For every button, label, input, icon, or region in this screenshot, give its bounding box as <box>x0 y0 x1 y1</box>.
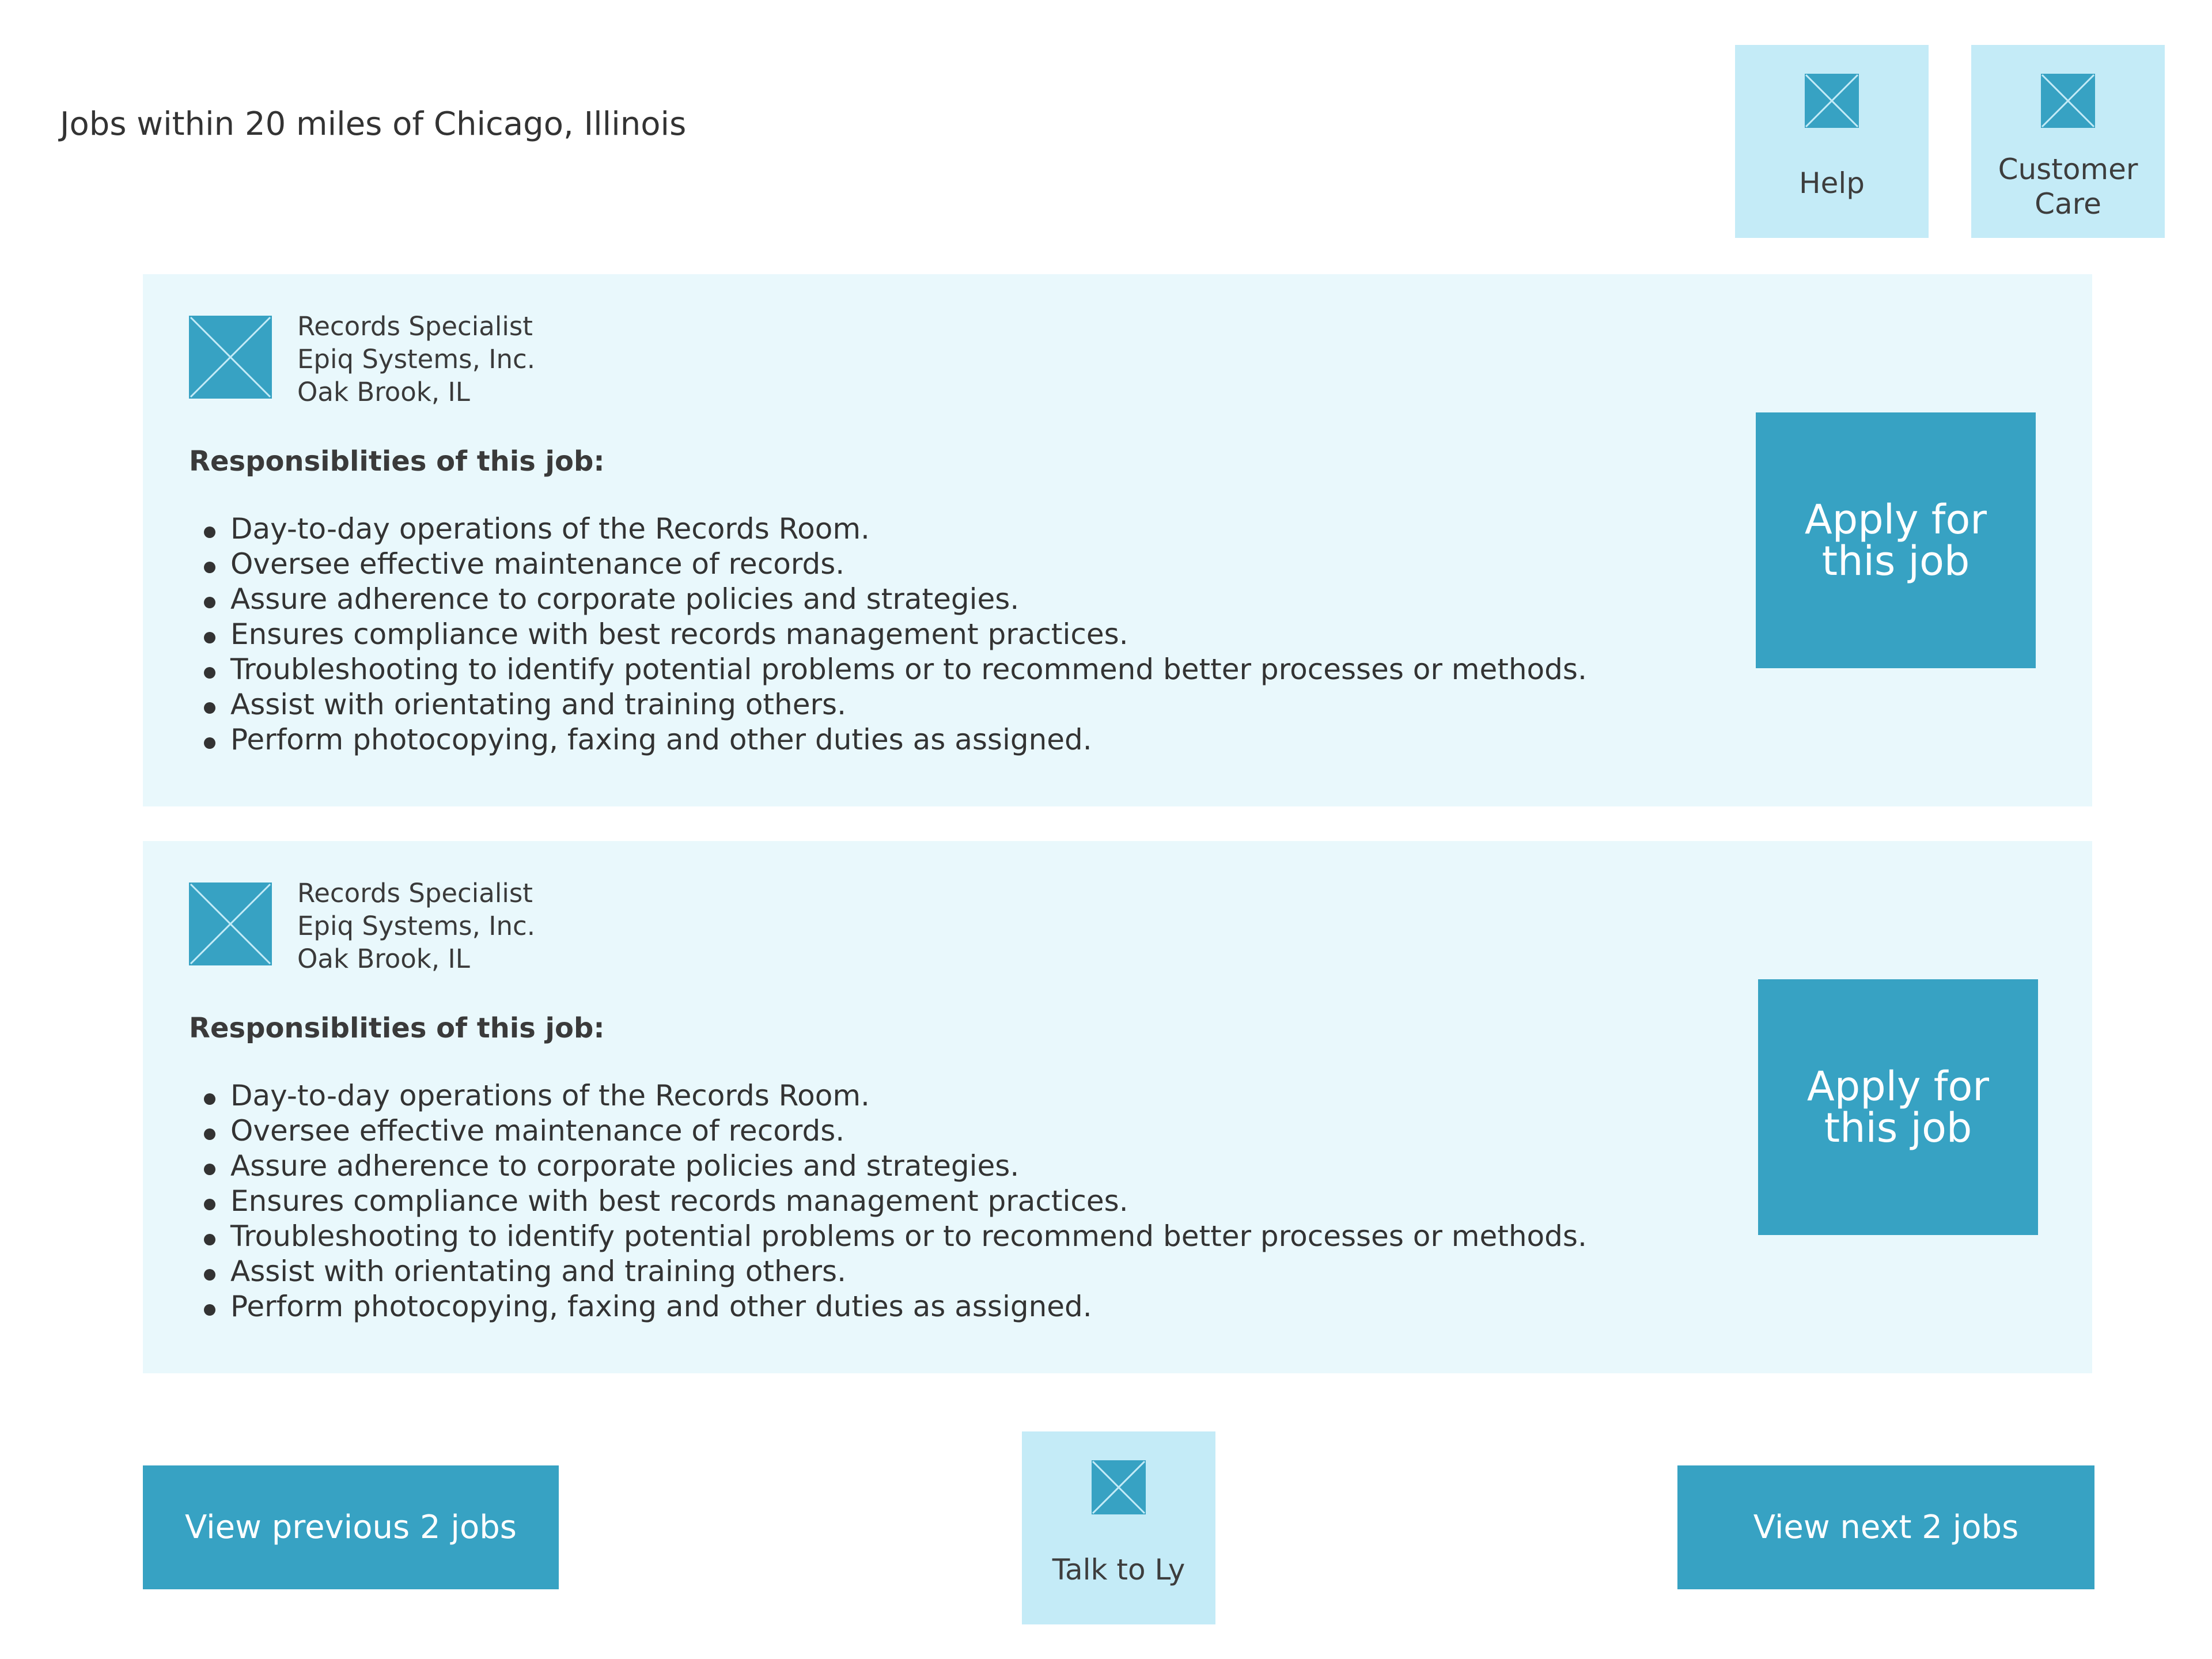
responsibility-item: Day-to-day operations of the Records Room. <box>189 1078 1587 1113</box>
responsibility-item: Perform photocopying, faxing and other duties as assigned. <box>189 1289 1587 1324</box>
job-location: Oak Brook, IL <box>297 944 470 974</box>
view-next-jobs-button[interactable]: View next 2 jobs <box>1677 1465 2094 1589</box>
responsibilities-list <box>189 512 1587 757</box>
customer-care-button[interactable] <box>1971 45 2165 238</box>
customer-care-label-line2: Care <box>2035 187 2101 221</box>
help-button[interactable] <box>1735 45 1929 238</box>
responsibility-item: Ensures compliance with best records management practices. <box>189 1184 1587 1219</box>
image-placeholder-icon <box>1092 1460 1146 1514</box>
apply-button[interactable] <box>1756 412 2036 668</box>
responsibilities-heading: Responsiblities of this job: <box>189 1012 605 1044</box>
job-company: Epiq Systems, Inc. <box>297 344 536 374</box>
responsibility-item: Perform photocopying, faxing and other duties as assigned. <box>189 722 1587 757</box>
responsibility-item: Day-to-day operations of the Records Room. <box>189 512 1587 547</box>
page-title: Jobs within 20 miles of Chicago, Illinois <box>60 105 687 143</box>
image-placeholder-icon <box>1805 74 1859 128</box>
company-logo-placeholder-icon <box>189 316 272 401</box>
customer-care-label-line1: Customer <box>1998 153 2138 186</box>
job-location: Oak Brook, IL <box>297 377 470 407</box>
talk-to-ly-label: Talk to Ly <box>1052 1553 1185 1586</box>
responsibilities-list <box>189 1078 1587 1324</box>
responsibility-item: Troubleshooting to identify potential problems or to recommend better processes or methods. <box>189 652 1587 687</box>
responsibility-item: Assist with orientating and training others. <box>189 1254 1587 1289</box>
responsibility-item: Oversee effective maintenance of records. <box>189 547 1587 582</box>
responsibility-item: Ensures compliance with best records management practices. <box>189 617 1587 652</box>
job-meta <box>297 877 535 975</box>
apply-button[interactable] <box>1758 979 2038 1235</box>
apply-label-line1: Apply for <box>1804 496 1987 543</box>
responsibility-item: Assure adherence to corporate policies and strategies. <box>189 1149 1587 1184</box>
apply-label-line1: Apply for <box>1806 1063 1990 1110</box>
job-company: Epiq Systems, Inc. <box>297 911 536 941</box>
apply-label-line2: this job <box>1821 537 1970 585</box>
responsibility-item: Oversee effective maintenance of records. <box>189 1113 1587 1149</box>
responsibility-item: Troubleshooting to identify potential problems or to recommend better processes or methods. <box>189 1219 1587 1254</box>
job-card <box>143 274 2092 806</box>
view-previous-jobs-button[interactable]: View previous 2 jobs <box>143 1465 559 1589</box>
responsibility-item: Assist with orientating and training others. <box>189 687 1587 722</box>
image-placeholder-icon <box>2041 74 2095 128</box>
company-logo-placeholder-icon <box>189 882 272 968</box>
responsibility-item: Assure adherence to corporate policies and strategies. <box>189 582 1587 617</box>
job-meta <box>297 310 535 408</box>
responsibilities-heading: Responsiblities of this job: <box>189 445 605 478</box>
talk-to-ly-button[interactable] <box>1022 1431 1215 1624</box>
help-label: Help <box>1799 166 1865 200</box>
job-card <box>143 841 2092 1373</box>
apply-label-line2: this job <box>1824 1104 1972 1152</box>
job-title: Records Specialist <box>297 311 533 342</box>
job-title: Records Specialist <box>297 878 533 908</box>
